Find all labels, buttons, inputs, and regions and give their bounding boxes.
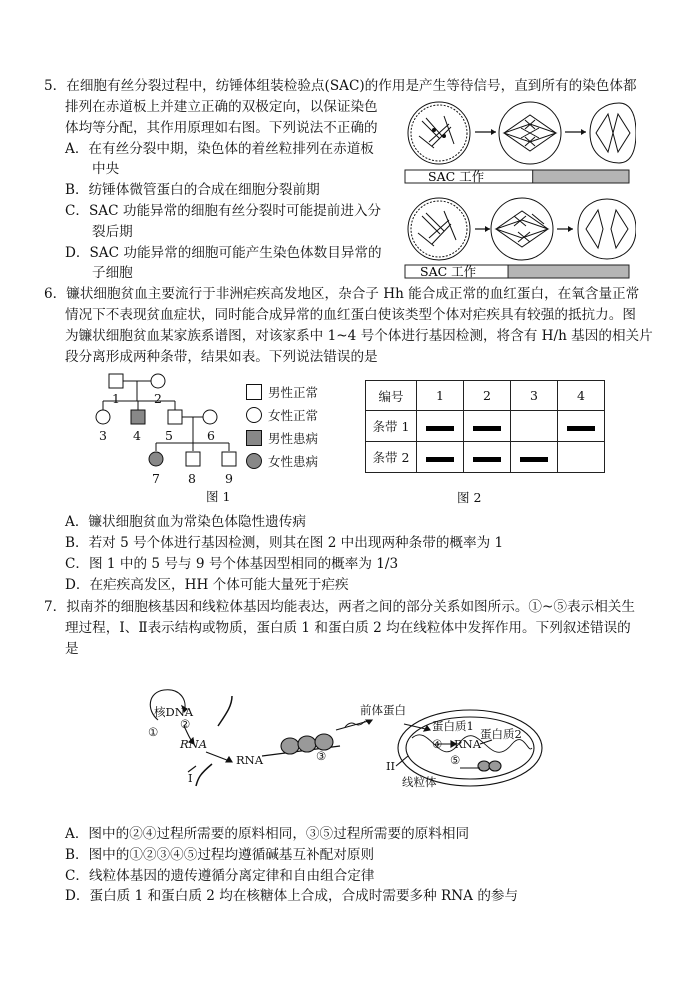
q6-line-4: 段分离形成两种条带，结果如表。下列说法错误的是	[65, 349, 378, 365]
label-process-3: ③	[316, 749, 327, 763]
label-structure-2: II	[386, 759, 396, 773]
label-process-5: ⑤	[450, 753, 461, 767]
individual-7-female-affected	[149, 452, 163, 466]
band-mark	[473, 457, 501, 462]
individual-4-male-affected	[131, 410, 145, 424]
cell-prometaphase-normal	[408, 102, 470, 164]
q5-option-d-cont: 子细胞	[92, 265, 133, 281]
table-row-band-2	[366, 442, 605, 473]
label-structure-1: I	[188, 771, 193, 785]
band-cell	[417, 411, 464, 442]
band-cell	[464, 442, 511, 473]
legend-label: 男性正常	[268, 385, 319, 400]
band-cell	[464, 411, 511, 442]
label-mitochondrion: 线粒体	[402, 775, 437, 789]
female-affected-symbol	[246, 453, 262, 469]
legend-label: 女性患病	[268, 454, 319, 469]
band-mark	[426, 426, 454, 431]
label-rna-nucleus: RNA	[180, 737, 208, 751]
pedigree-figure	[88, 371, 258, 506]
pedigree-number-8: 8	[188, 471, 196, 486]
individual-9-male-normal	[222, 452, 236, 466]
label-nuclear-dna: 核DNA	[154, 705, 194, 719]
band-table	[365, 380, 605, 473]
table-row-label: 条带 2	[366, 442, 417, 473]
male-affected-symbol	[246, 430, 262, 446]
pedigree-number-3: 3	[99, 428, 107, 443]
cell-metaphase-abnormal	[491, 198, 553, 260]
q6-option-c: C．图 1 中的 5 号与 9 号个体基因型相同的概率为 1/3	[65, 556, 399, 572]
female-normal-symbol	[246, 407, 262, 423]
cell-prometaphase-abnormal	[408, 198, 470, 260]
individual-2-female-normal	[151, 374, 165, 388]
fig1-caption: 图 1	[206, 489, 231, 504]
legend-female-normal	[246, 406, 318, 424]
q7-line-3: 是	[65, 641, 79, 657]
label-process-1: ①	[148, 725, 159, 739]
band-mark	[426, 457, 454, 462]
band-cell	[558, 442, 605, 473]
individual-5-male-normal	[168, 410, 182, 424]
pedigree-number-7: 7	[152, 471, 160, 486]
table-row-band-1	[366, 411, 605, 442]
individual-1-male-normal	[109, 374, 123, 388]
individual-3-female-normal	[96, 410, 110, 424]
legend-female-affected	[246, 452, 318, 470]
q5-option-c: C．SAC 功能异常的细胞有丝分裂时可能提前进入分	[65, 203, 382, 219]
q6-line-1: 6．镰状细胞贫血主要流行于非洲疟疾高发地区，杂合子 Hh 能合成正常的血红蛋白，在氧含量正常	[44, 286, 640, 302]
q7-option-c: C．线粒体基因的遗传遵循分离定律和自由组合定律	[65, 868, 375, 884]
pedigree-number-5: 5	[165, 428, 173, 443]
band-mark	[520, 457, 548, 462]
pedigree-number-1: 1	[112, 391, 120, 406]
sac-bar-1	[405, 169, 629, 184]
q6-line-3: 为镰状细胞贫血某家族系谱图，对该家系中 1~4 号个体进行基因检测，将含有 H/h 基因的相关片	[65, 328, 653, 344]
legend-label: 女性正常	[268, 408, 319, 423]
q5-line-3: 体均等分配，其作用原理如右图。下列说法不正确的	[65, 120, 378, 136]
q5-option-d: D．SAC 功能异常的细胞可能产生染色体数目异常的	[65, 245, 382, 261]
q6-option-a: A．镰状细胞贫血为常染色体隐性遗传病	[65, 514, 306, 530]
legend-male-affected	[246, 429, 318, 447]
table-row-label: 条带 1	[366, 411, 417, 442]
pedigree-number-9: 9	[225, 471, 233, 486]
q7-option-a: A．图中的②④过程所需要的原料相同，③⑤过程所需要的原料相同	[65, 826, 470, 842]
table-header-cell: 编号	[366, 381, 417, 411]
q5-option-a: A．在有丝分裂中期，染色体的着丝粒排列在赤道板	[65, 141, 374, 157]
legend-label: 男性患病	[268, 431, 319, 446]
band-cell	[417, 442, 464, 473]
label-process-2: ②	[180, 717, 191, 731]
legend-male-normal	[246, 383, 318, 401]
table-header-cell: 1	[417, 381, 464, 411]
male-normal-symbol	[246, 384, 262, 400]
q7-line-1: 7．拟南芥的细胞核基因和线粒体基因均能表达，两者之间的部分关系如图所示。①~⑤表示相关生	[44, 599, 635, 615]
band-cell	[558, 411, 605, 442]
q6-option-b: B．若对 5 号个体进行基因检测，则其在图 2 中出现两种条带的概率为 1	[65, 535, 504, 551]
q7-line-2: 理过程，Ⅰ、Ⅱ表示结构或物质，蛋白质 1 和蛋白质 2 均在线粒体中发挥作用。下列叙述错误的	[65, 620, 631, 636]
q5-option-c-cont: 裂后期	[92, 224, 133, 240]
cell-anaphase-normal	[590, 103, 636, 163]
band-mark	[473, 426, 501, 431]
q5-line-1: 5．在细胞有丝分裂过程中，纺锤体组装检验点(SAC)的作用是产生等待信号，直到所有的染色体都	[44, 78, 637, 94]
table-header-cell: 3	[511, 381, 558, 411]
individual-8-male-normal	[186, 452, 200, 466]
band-cell	[511, 411, 558, 442]
table-header-row	[366, 381, 605, 411]
q5-line-2: 排列在赤道板上并建立正确的双极定向，以保证染色	[65, 99, 378, 115]
label-rna-cytoplasm: RNA	[236, 753, 264, 767]
cell-metaphase-normal	[499, 102, 561, 164]
pedigree-number-2: 2	[154, 391, 162, 406]
fig2-caption: 图 2	[457, 490, 482, 505]
label-process-4: ④	[432, 737, 443, 751]
sac-figure	[404, 98, 636, 284]
cell-anaphase-abnormal	[578, 199, 636, 259]
band-cell	[511, 442, 558, 473]
band-mark	[567, 426, 595, 431]
table-header-cell: 4	[558, 381, 605, 411]
q6-option-d: D．在疟疾高发区，HH 个体可能大量死于疟疾	[65, 577, 349, 593]
label-protein-2: 蛋白质2	[480, 727, 522, 741]
sac-bar-2	[405, 264, 629, 279]
table-header-cell: 2	[464, 381, 511, 411]
label-rna-mito: RNA	[454, 737, 482, 751]
gene-expression-diagram	[140, 682, 560, 800]
pedigree-number-6: 6	[207, 428, 215, 443]
q5-option-b: B．纺锤体微管蛋白的合成在细胞分裂前期	[65, 182, 320, 198]
label-protein-1: 蛋白质1	[432, 719, 474, 733]
q7-option-d: D．蛋白质 1 和蛋白质 2 均在核糖体上合成，合成时需要多种 RNA 的参与	[65, 888, 519, 904]
q6-line-2: 情况下不表现贫血症状，同时能合成异常的血红蛋白使该类型个体对疟疾具有较强的抵抗力。图	[65, 307, 636, 323]
label-precursor-protein: 前体蛋白	[360, 703, 406, 717]
sac-bar-1-label: SAC 工作	[428, 169, 485, 184]
q5-option-a-cont: 中央	[92, 161, 120, 177]
pedigree-number-4: 4	[133, 428, 141, 443]
sac-bar-2-label: SAC 工作	[420, 264, 477, 279]
q7-option-b: B．图中的①②③④⑤过程均遵循碱基互补配对原则	[65, 847, 375, 863]
individual-6-female-normal	[203, 410, 217, 424]
